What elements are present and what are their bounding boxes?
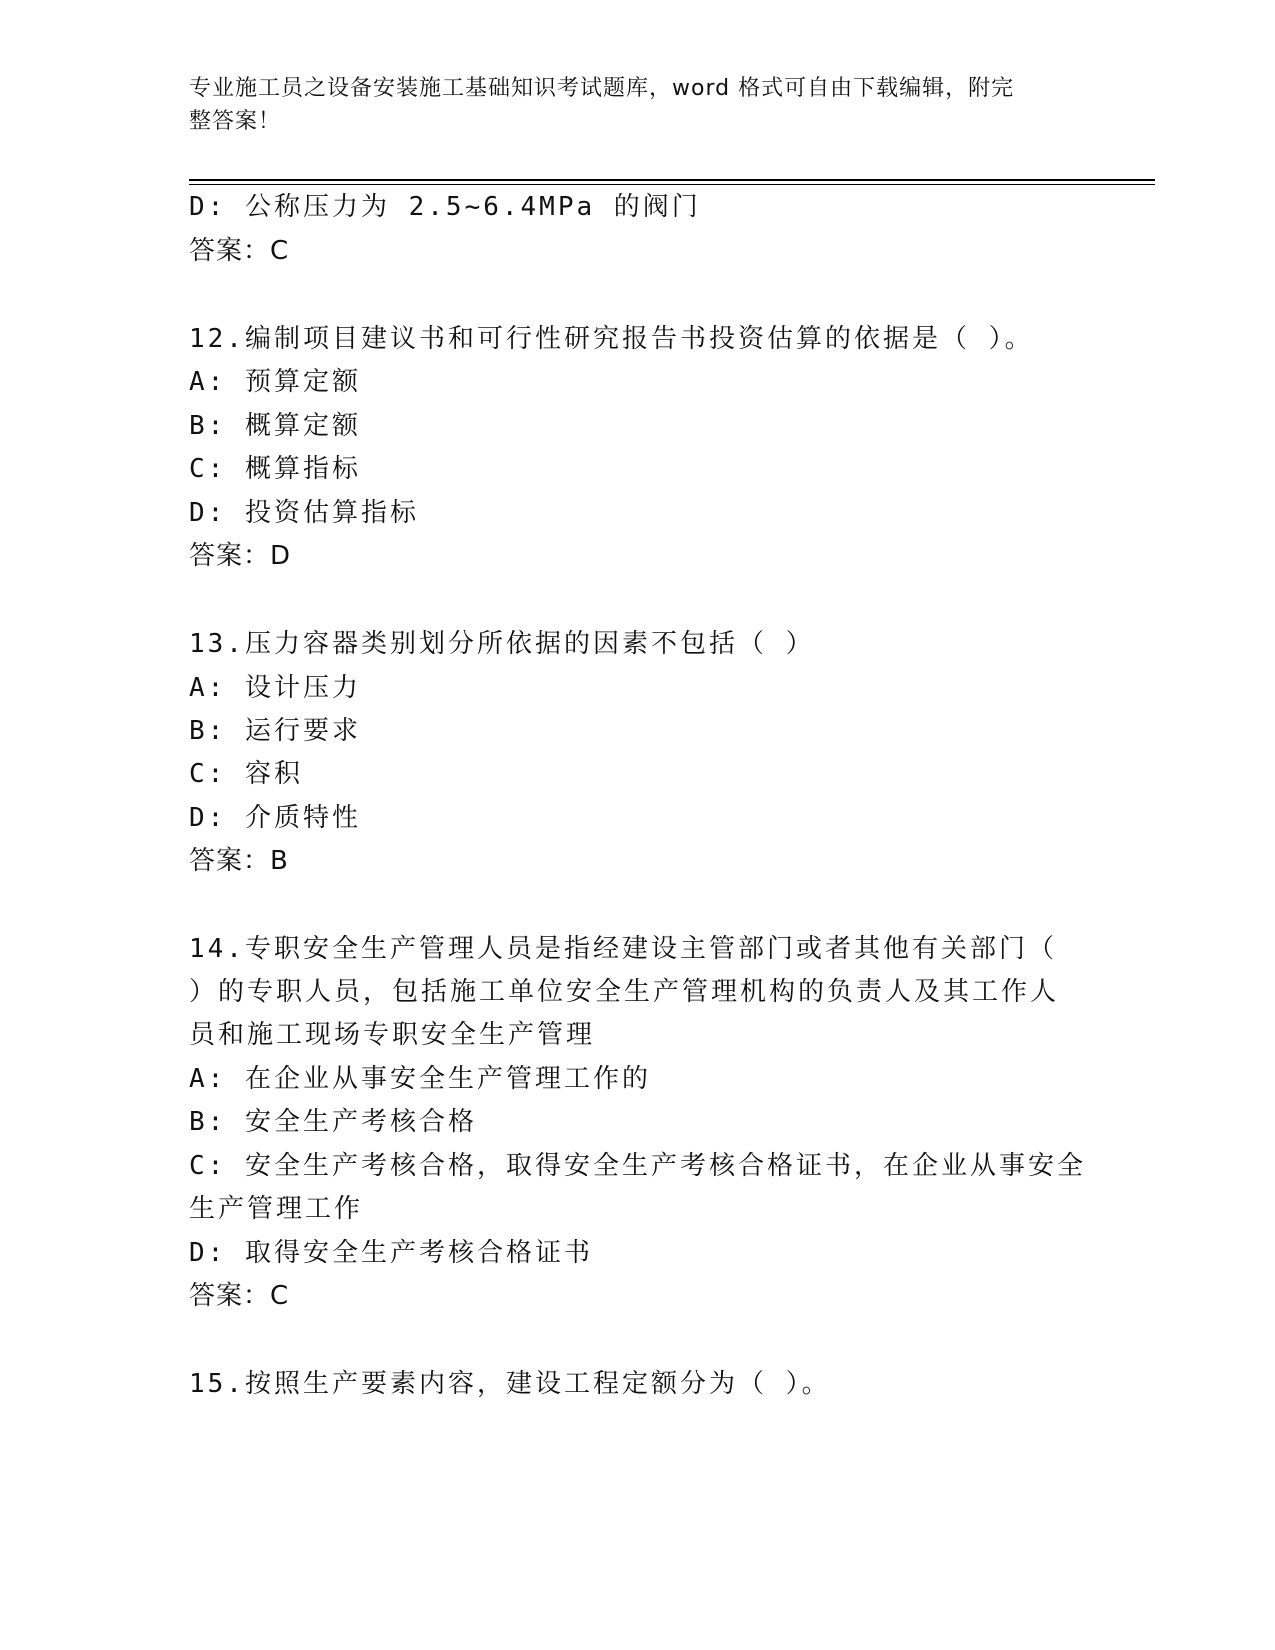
question-13-option-d: D: 介质特性 <box>189 803 361 833</box>
question-12-stem: 12.编制项目建议书和可行性研究报告书投资估算的依据是（ ）。 <box>189 324 1034 354</box>
header-rule-thin <box>189 184 1155 185</box>
question-13-option-b: B: 运行要求 <box>189 716 361 746</box>
question-13-answer: 答案：B <box>189 846 289 876</box>
question-12-option-b: B: 概算定额 <box>189 411 361 441</box>
question-14-stem-line-2: ）的专职人员，包括施工单位安全生产管理机构的负责人及其工作人 <box>189 977 1060 1007</box>
question-13-stem: 13.压力容器类别划分所依据的因素不包括（ ） <box>189 629 815 659</box>
header-rule-thick <box>189 179 1155 181</box>
question-14-option-c-line-2: 生产管理工作 <box>189 1194 364 1224</box>
document-header <box>189 72 1089 138</box>
question-12-option-c: C: 概算指标 <box>189 454 361 484</box>
question-15-stem: 15.按照生产要素内容，建设工程定额分为（ ）。 <box>189 1369 831 1399</box>
answer-prev: 答案：C <box>189 236 290 266</box>
question-12-option-d: D: 投资估算指标 <box>189 498 419 528</box>
question-13-option-a: A: 设计压力 <box>189 673 361 703</box>
question-14-option-a: A: 在企业从事安全生产管理工作的 <box>189 1064 651 1094</box>
question-12-answer: 答案：D <box>189 541 292 571</box>
question-14-option-d: D: 取得安全生产考核合格证书 <box>189 1238 593 1268</box>
question-13-option-c: C: 容积 <box>189 759 303 789</box>
question-14-option-b: B: 安全生产考核合格 <box>189 1107 477 1137</box>
question-14-stem-line-3: 员和施工现场专职安全生产管理 <box>189 1020 596 1050</box>
option-d-prev: D: 公称压力为 2.5~6.4MPa 的阀门 <box>189 192 701 222</box>
header-line-2: 整答案！ <box>189 109 282 134</box>
header-line-1: 专业施工员之设备安装施工基础知识考试题库，word 格式可自由下载编辑，附完 <box>189 76 1015 101</box>
question-14-stem-line-1: 14.专职安全生产管理人员是指经建设主管部门或者其他有关部门（ <box>189 934 1057 964</box>
question-14-option-c-line-1: C: 安全生产考核合格，取得安全生产考核合格证书，在企业从事安全 <box>189 1151 1086 1181</box>
question-14-answer: 答案：C <box>189 1281 290 1311</box>
question-12-option-a: A: 预算定额 <box>189 367 361 397</box>
